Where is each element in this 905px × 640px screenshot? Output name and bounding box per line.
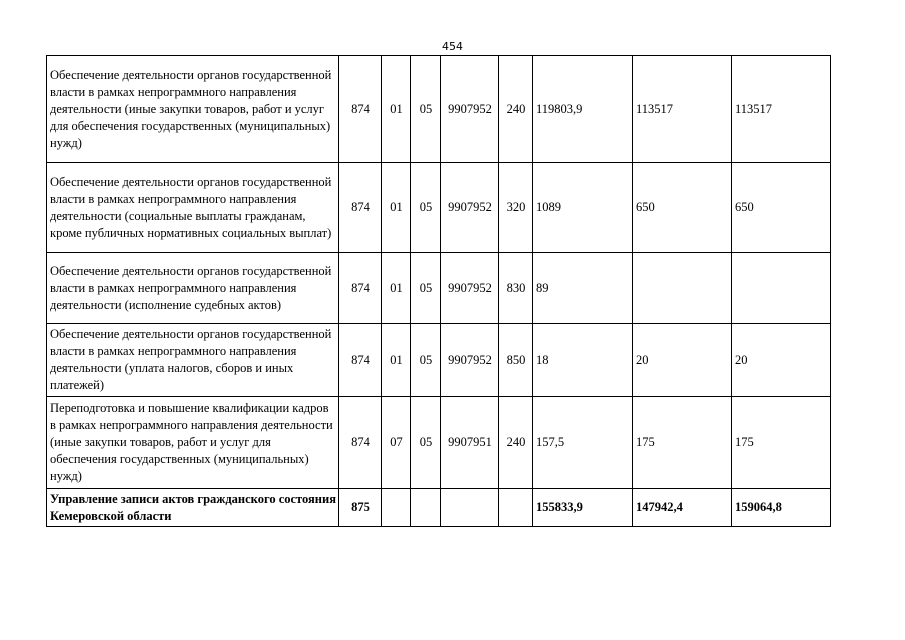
cell-sum-1: 1089 [533, 163, 633, 253]
cell-ved: 874 [339, 324, 382, 397]
cell-csr [441, 489, 499, 527]
cell-csr: 9907951 [441, 397, 499, 489]
cell-ved: 874 [339, 397, 382, 489]
cell-sum-1: 18 [533, 324, 633, 397]
budget-table-body [47, 56, 831, 527]
cell-csr: 9907952 [441, 56, 499, 163]
cell-sum-3: 650 [732, 163, 831, 253]
table-row [47, 324, 831, 397]
cell-sum-1: 155833,9 [533, 489, 633, 527]
table-row [47, 253, 831, 324]
cell-vr [499, 489, 533, 527]
cell-pr: 05 [411, 324, 441, 397]
cell-rz: 01 [382, 253, 411, 324]
cell-sum-1: 89 [533, 253, 633, 324]
table-row [47, 163, 831, 253]
cell-sum-1: 119803,9 [533, 56, 633, 163]
cell-sum-1: 157,5 [533, 397, 633, 489]
table-row [47, 489, 831, 527]
cell-vr: 240 [499, 56, 533, 163]
budget-table [46, 55, 831, 527]
cell-sum-2: 113517 [633, 56, 732, 163]
cell-name: Переподготовка и повышение квалификации кадров в рамках непрограммного направления деятельности (иные закупки товаров, работ и услуг для обеспечения государственных (муниципальных) нужд) [47, 397, 339, 489]
cell-pr: 05 [411, 163, 441, 253]
cell-sum-2: 20 [633, 324, 732, 397]
cell-pr: 05 [411, 397, 441, 489]
cell-sum-2: 147942,4 [633, 489, 732, 527]
cell-pr [411, 489, 441, 527]
cell-ved: 874 [339, 253, 382, 324]
cell-sum-2 [633, 253, 732, 324]
cell-sum-2: 650 [633, 163, 732, 253]
cell-csr: 9907952 [441, 163, 499, 253]
cell-sum-3 [732, 253, 831, 324]
cell-vr: 850 [499, 324, 533, 397]
cell-sum-2: 175 [633, 397, 732, 489]
cell-rz: 01 [382, 324, 411, 397]
cell-ved: 874 [339, 56, 382, 163]
cell-name: Управление записи актов гражданского состояния Кемеровской области [47, 489, 339, 527]
cell-ved: 875 [339, 489, 382, 527]
cell-vr: 320 [499, 163, 533, 253]
cell-name: Обеспечение деятельности органов государственной власти в рамках непрограммного направления деятельности (иные закупки товаров, работ и услуг для обеспечения государственных (муниципальных) нужд) [47, 56, 339, 163]
cell-vr: 830 [499, 253, 533, 324]
cell-csr: 9907952 [441, 253, 499, 324]
cell-name: Обеспечение деятельности органов государственной власти в рамках непрограммного направления деятельности (исполнение судебных актов) [47, 253, 339, 324]
cell-rz [382, 489, 411, 527]
page-number: 454 [442, 40, 463, 53]
table-row [47, 397, 831, 489]
cell-ved: 874 [339, 163, 382, 253]
cell-sum-3: 20 [732, 324, 831, 397]
cell-rz: 01 [382, 163, 411, 253]
cell-name: Обеспечение деятельности органов государственной власти в рамках непрограммного направления деятельности (уплата налогов, сборов и иных платежей) [47, 324, 339, 397]
cell-pr: 05 [411, 253, 441, 324]
cell-sum-3: 159064,8 [732, 489, 831, 527]
cell-vr: 240 [499, 397, 533, 489]
cell-pr: 05 [411, 56, 441, 163]
cell-sum-3: 175 [732, 397, 831, 489]
cell-csr: 9907952 [441, 324, 499, 397]
cell-sum-3: 113517 [732, 56, 831, 163]
cell-rz: 07 [382, 397, 411, 489]
cell-name: Обеспечение деятельности органов государственной власти в рамках непрограммного направления деятельности (социальные выплаты гражданам, кроме публичных нормативных социальных выплат) [47, 163, 339, 253]
table-row [47, 56, 831, 163]
cell-rz: 01 [382, 56, 411, 163]
